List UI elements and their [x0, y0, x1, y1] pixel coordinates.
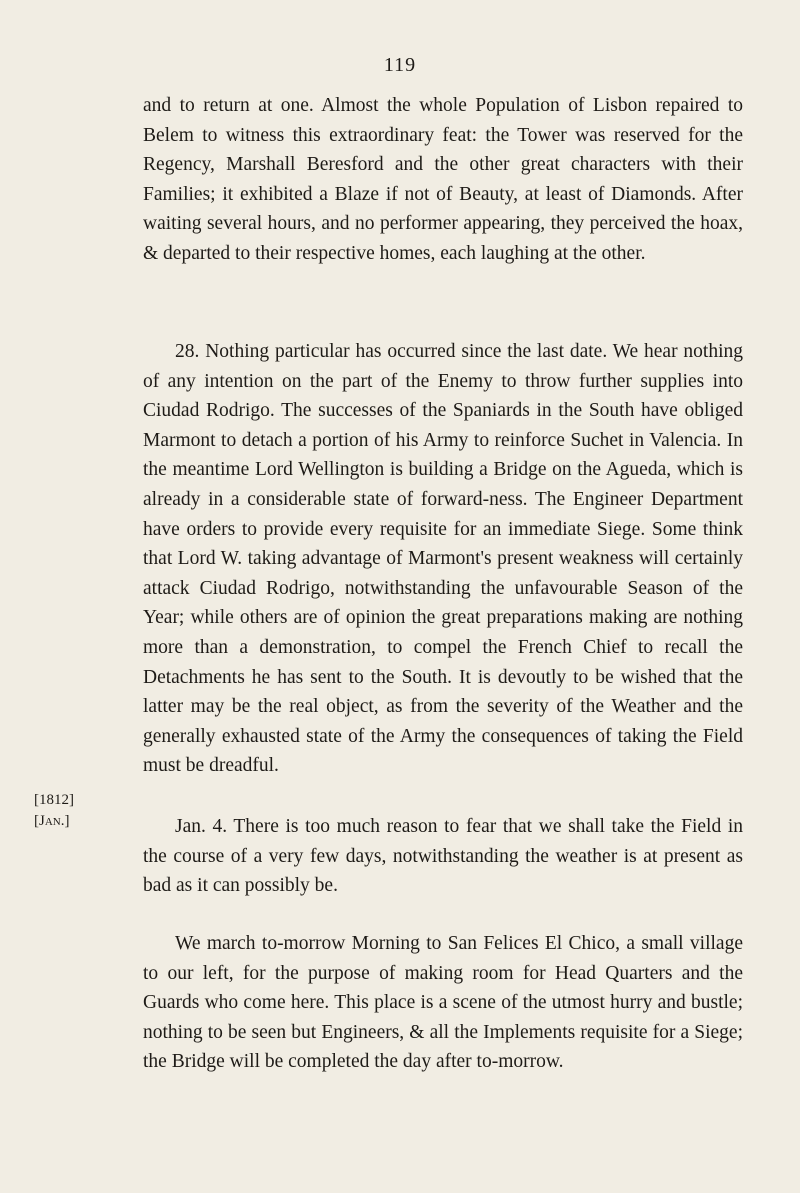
paragraph-march: We march to-morrow Morning to San Felices El Chico, a small village to our left, for the purpose of making room for Head Quarters and the Guards who come here. This place is a scene of the utmost hurry and bustle; nothing to be seen but Engineers, & all the Implements requisite for a Siege; the Bridge will be completed the day after to-morrow.	[143, 933, 743, 1073]
paragraph-continuation: and to return at one. Almost the whole Population of Lisbon repaired to Belem to witness this extraordinary feat: the Tower was reserved for the Regency, Marshall Beresford and the other great characters with their Families; it exhibited a Blaze if not of Beauty, at least of Diamonds. After waiting several hours, and no performer appearing, they perceived the hoax, & departed to their respective homes, each laughing at the other.	[143, 95, 743, 264]
margin-note-year: [1812]	[34, 792, 74, 808]
page-number: 119	[383, 54, 417, 76]
paragraph-entry-28: 28. Nothing particular has occurred since the last date. We hear nothing of any intention on the part of the Enemy to throw further supplies into Ciudad Rodrigo. The successes of the Spaniards in the South have obliged Marmont to detach a portion of his Army to reinforce Suchet in Valencia. In the meantime Lord Wellington is building a Bridge on the Agueda, which is already in a considerable state of forward-ness. The Engineer Department have orders to provide every requisite for an immediate Siege. Some think that Lord W. taking advantage of Marmont's present weakness will certainly attack Ciudad Rodrigo, notwithstanding the unfavourable Season of the Year; while others are of opinion the great preparations making are nothing more than a demonstration, to compel the French Chief to recall the Detachments he has sent to the South. It is devoutly to be wished that the latter may be the real object, as from the severity of the Weather and the generally exhausted state of the Army the consequences of taking the Field must be dreadful.	[143, 341, 743, 777]
margin-note-month: [Jan.]	[34, 813, 70, 829]
paragraph-entry-jan-4: Jan. 4. There is too much reason to fear that we shall take the Field in the course of a very few days, notwithstanding the weather is at present as bad as it can possibly be.	[143, 816, 743, 897]
